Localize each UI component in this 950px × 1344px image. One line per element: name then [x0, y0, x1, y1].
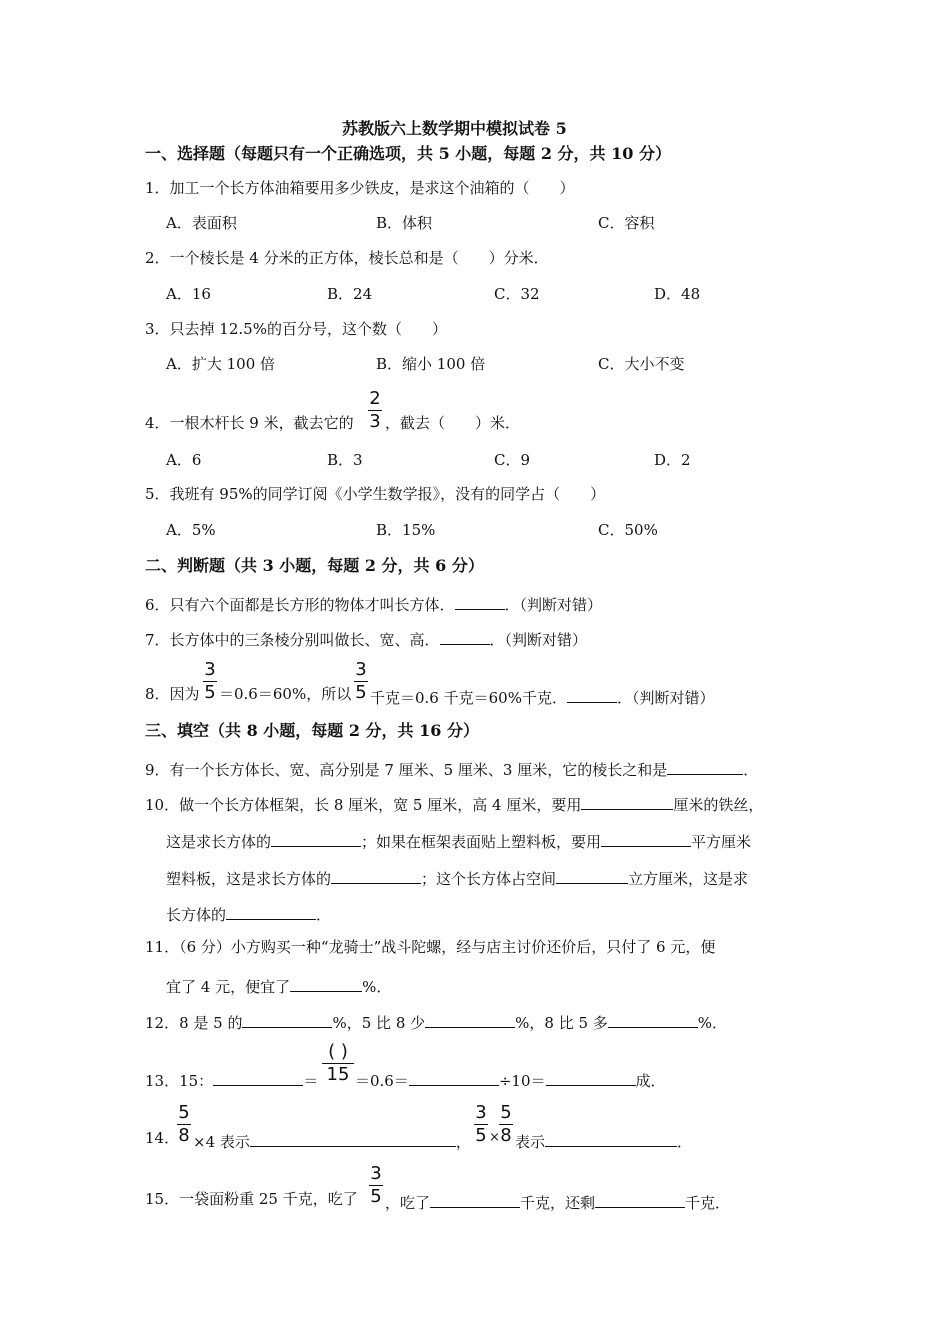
q5-option-a: A．5%	[166, 521, 216, 539]
q10-line2	[166, 831, 751, 850]
q4-fraction-denominator: 3	[369, 411, 381, 432]
q15-end	[385, 1192, 730, 1211]
q12-text-c: %，8 比 5 多	[515, 1014, 608, 1032]
q14-blank-1[interactable]	[250, 1131, 456, 1147]
q12-blank-1[interactable]	[242, 1012, 332, 1028]
q10-line4-suffix: ．	[316, 906, 332, 924]
q7-suffix: ．（判断对错）	[489, 631, 588, 649]
q4-option-c: C．9	[494, 451, 531, 469]
q10-line1-text: 10．做一个长方体框架，长 8 厘米，宽 5 厘米，高 4 厘米，要用	[145, 796, 582, 814]
q13-end	[355, 1070, 666, 1089]
q10-line3	[166, 868, 748, 887]
q7-text: 7．长方体中的三条棱分别叫做长、宽、高．	[145, 631, 440, 649]
page-title: 苏教版六上数学期中模拟试卷 5	[342, 119, 567, 138]
q10-blank-5[interactable]	[556, 868, 628, 884]
q12-blank-2[interactable]	[425, 1012, 515, 1028]
q5-option-b: B．15%	[376, 521, 436, 539]
q8-text-mid2: 千克＝0.6 千克＝60%千克．	[370, 689, 567, 707]
q4-option-a: A．6	[166, 451, 202, 469]
q11-line2-text: 宜了 4 元，便宜了	[166, 978, 291, 996]
q1-text: 1．加工一个长方体油箱要用多少铁皮，是求这个油箱的（ ）	[145, 179, 575, 197]
q10-line2-suffix: 平方厘米	[691, 833, 752, 851]
q12-text-b: %，5 比 8 少	[332, 1014, 426, 1032]
q2-text: 2．一个棱长是 4 分米的正方体，棱长总和是（ ）分米．	[145, 249, 549, 267]
q8-fraction-2-numerator: 3	[355, 659, 367, 680]
q4-option-d: D．2	[654, 451, 691, 469]
q10-blank-6[interactable]	[226, 904, 316, 920]
q14-times-sign: ×	[489, 1130, 500, 1145]
q13-blank-2[interactable]	[409, 1070, 499, 1086]
q15-fraction	[369, 1165, 383, 1207]
q10-line1-suffix: 厘米的铁丝，	[673, 796, 764, 814]
q10-line4-text: 长方体的	[166, 906, 227, 924]
q3-option-a: A．扩大 100 倍	[166, 355, 275, 373]
q8-fraction-1-denominator: 5	[204, 682, 216, 703]
q14-fraction-1-denominator: 8	[178, 1125, 190, 1146]
q2-option-a: A．16	[166, 285, 211, 303]
q8-fraction-2	[354, 661, 368, 703]
q7-answer-blank[interactable]	[440, 629, 490, 645]
q4-text-pre: 4．一根木杆长 9 米，截去它的	[145, 414, 354, 432]
q13-blank-3[interactable]	[546, 1070, 636, 1086]
q6-text: 6．只有六个面都是长方形的物体才叫长方体．	[145, 596, 455, 614]
q13-start	[145, 1070, 318, 1089]
q3-text: 3．只去掉 12.5%的百分号，这个数（ ）	[145, 320, 447, 338]
section3-heading: 三、填空（共 8 小题，每题 2 分，共 16 分）	[145, 721, 479, 740]
q8-fraction-2-denominator: 5	[355, 682, 367, 703]
q14-fraction-1	[177, 1104, 191, 1146]
q14-fraction-2	[474, 1104, 488, 1146]
section1-heading: 一、选择题（每题只有一个正确选项，共 5 小题，每题 2 分，共 10 分）	[145, 144, 671, 163]
q2-option-c: C．32	[494, 285, 540, 303]
q4-option-b: B．3	[327, 451, 363, 469]
q8-suffix: ．（判断对错）	[616, 689, 715, 707]
q10-blank-3[interactable]	[601, 831, 691, 847]
q7	[145, 629, 587, 648]
q8-text-pre: 8．因为	[145, 685, 200, 703]
q14-mid	[193, 1131, 471, 1150]
q14-text-e: ．	[677, 1133, 693, 1151]
q4-fraction	[368, 390, 382, 432]
q10-line3-text: 塑料板，这是求长方体的	[166, 870, 332, 888]
q11-answer-blank[interactable]	[290, 976, 362, 992]
q3-option-b: B．缩小 100 倍	[376, 355, 486, 373]
q11-line2	[166, 976, 391, 995]
q15-fraction-numerator: 3	[370, 1163, 382, 1184]
q14-fraction-3	[499, 1104, 513, 1146]
q3-option-c: C．大小不变	[598, 355, 685, 373]
q6-answer-blank[interactable]	[455, 594, 505, 610]
q6	[145, 594, 602, 613]
q15-text-post: 千克．	[685, 1194, 731, 1212]
q9	[145, 759, 758, 778]
q12-blank-3[interactable]	[608, 1012, 698, 1028]
q9-suffix: ．	[743, 761, 759, 779]
q15-fraction-denominator: 5	[370, 1186, 382, 1207]
q12-text-d: %．	[697, 1014, 728, 1032]
q13-text-b: ＝	[303, 1072, 319, 1090]
q15-text-pre: 15．一袋面粉重 25 千克，吃了	[145, 1190, 358, 1208]
q10-line2-text: 这是求长方体的	[166, 833, 272, 851]
q15-blank-2[interactable]	[595, 1192, 685, 1208]
q14-blank-2[interactable]	[545, 1131, 677, 1147]
q14-fraction-3-denominator: 8	[500, 1125, 512, 1146]
q10-blank-2[interactable]	[271, 831, 361, 847]
q12	[145, 1012, 727, 1031]
q12-text-a: 12．8 是 5 的	[145, 1014, 243, 1032]
q13-text-d: ÷10＝	[498, 1072, 546, 1090]
q8-tail	[370, 687, 714, 706]
q9-text: 9．有一个长方体长、宽、高分别是 7 厘米、5 厘米、3 厘米，它的棱长之和是	[145, 761, 668, 779]
q10-blank-1[interactable]	[581, 794, 673, 810]
q13-text-a: 13．15：	[145, 1072, 214, 1090]
section2-heading: 二、判断题（共 3 小题，每题 2 分，共 6 分）	[145, 556, 484, 575]
q10-line1	[145, 794, 763, 813]
q1-option-c: C．容积	[598, 214, 655, 232]
q5-text: 5．我班有 95%的同学订阅《小学生数学报》，没有的同学占（ ）	[145, 485, 606, 503]
q14-text-c: ，	[455, 1133, 471, 1151]
q15-text-mid: ，吃了	[385, 1194, 431, 1212]
q14-text-d: 表示	[515, 1133, 546, 1151]
q10-line2-mid: ；如果在框架表面贴上塑料板，要用	[361, 833, 602, 851]
q13-text-e: 成．	[635, 1072, 666, 1090]
q14-fraction-2-denominator: 5	[475, 1125, 487, 1146]
q14-end	[515, 1131, 692, 1150]
q14-fraction-1-numerator: 5	[178, 1102, 190, 1123]
q2-option-b: B．24	[327, 285, 373, 303]
q10-line3-suffix: 立方厘米，这是求	[628, 870, 749, 888]
q14-fraction-2-numerator: 3	[475, 1102, 487, 1123]
q4-fraction-numerator: 2	[369, 388, 381, 409]
q8-answer-blank[interactable]	[567, 687, 617, 703]
q13-text-c: ＝0.6＝	[355, 1072, 409, 1090]
q9-answer-blank[interactable]	[667, 759, 743, 775]
q14-fraction-3-numerator: 5	[500, 1102, 512, 1123]
q15-blank-1[interactable]	[430, 1192, 520, 1208]
q13-fraction-numerator[interactable]: ( )	[328, 1041, 348, 1062]
q14-text-b: ×4 表示	[193, 1133, 250, 1151]
q10-line3-mid: ；这个长方体占空间	[421, 870, 557, 888]
q6-suffix: ．（判断对错）	[504, 596, 603, 614]
q8-fraction-1-numerator: 3	[204, 659, 216, 680]
q8-text-mid: ＝0.6＝60%，所以	[219, 685, 352, 703]
q2-option-d: D．48	[654, 285, 701, 303]
q14-text-a: 14．	[145, 1129, 180, 1147]
q5-option-c: C．50%	[598, 521, 658, 539]
q1-option-a: A．表面积	[166, 214, 237, 232]
q13-fraction-denominator: 15	[326, 1064, 350, 1085]
q11-suffix: %．	[362, 978, 392, 996]
q13-blank-1[interactable]	[213, 1070, 303, 1086]
q15-text-mid2: 千克，还剩	[520, 1194, 596, 1212]
q13-fraction	[322, 1043, 354, 1085]
q10-blank-4[interactable]	[331, 868, 421, 884]
q11-line1: 11．（6 分）小方购买一种“龙骑士”战斗陀螺，经与店主讨价还价后，只付了 6 元，便	[145, 938, 716, 956]
q10-line4	[166, 904, 331, 923]
q4-text-post: ，截去（ ）米．	[385, 414, 521, 432]
q1-option-b: B．体积	[376, 214, 433, 232]
q8-fraction-1	[203, 661, 217, 703]
